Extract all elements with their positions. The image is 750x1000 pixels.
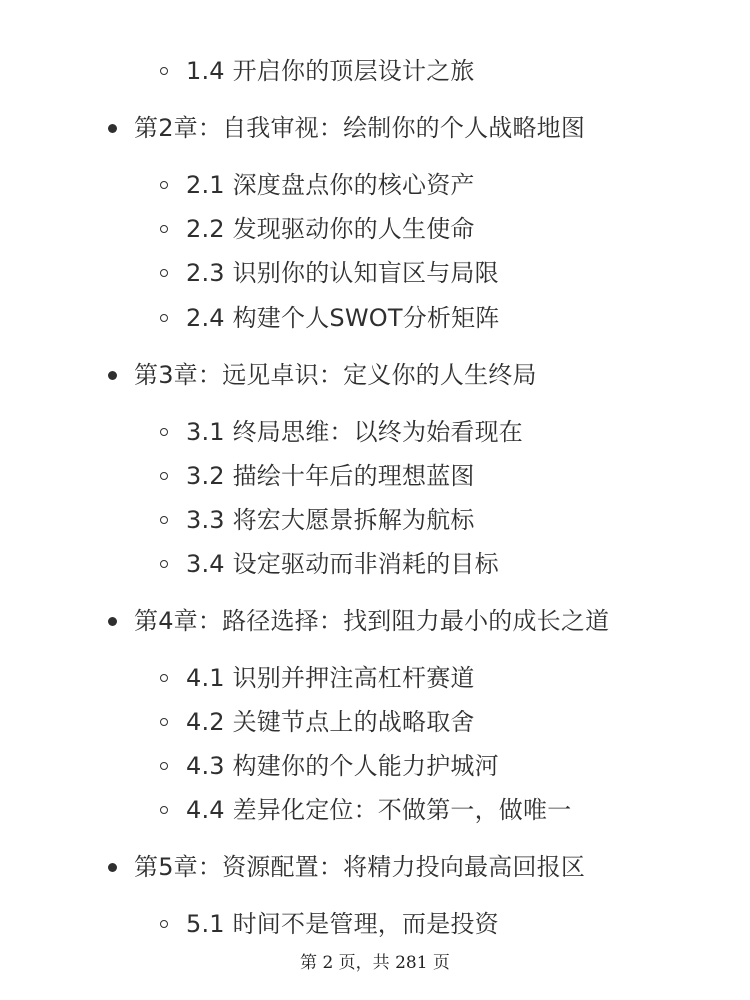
toc-chapter-4[interactable] xyxy=(108,601,609,641)
toc-item-label: 第4章：路径选择：找到阻力最小的成长之道 xyxy=(134,607,610,635)
hollow-bullet-icon xyxy=(160,472,168,480)
toc-section-4-2[interactable] xyxy=(160,702,475,742)
toc-section-3-1[interactable] xyxy=(160,412,523,452)
toc-section-3-4[interactable] xyxy=(160,544,499,584)
toc-item-label: 第3章：远见卓识：定义你的人生终局 xyxy=(134,361,537,389)
toc-item-label: 3.2 描绘十年后的理想蓝图 xyxy=(186,462,475,490)
filled-bullet-icon xyxy=(108,863,117,872)
filled-bullet-icon xyxy=(108,124,117,133)
filled-bullet-icon xyxy=(108,617,117,626)
hollow-bullet-icon xyxy=(160,718,168,726)
toc-item-label: 2.3 识别你的认知盲区与局限 xyxy=(186,259,499,287)
toc-chapter-2[interactable] xyxy=(108,108,585,148)
hollow-bullet-icon xyxy=(160,269,168,277)
toc-chapter-5[interactable] xyxy=(108,847,585,887)
toc-item-label: 3.4 设定驱动而非消耗的目标 xyxy=(186,550,499,578)
filled-bullet-icon xyxy=(108,371,117,380)
toc-section-2-2[interactable] xyxy=(160,209,475,249)
toc-item-label: 2.1 深度盘点你的核心资产 xyxy=(186,171,475,199)
hollow-bullet-icon xyxy=(160,428,168,436)
toc-section-2-4[interactable] xyxy=(160,298,500,338)
toc-item-label: 2.4 构建个人SWOT分析矩阵 xyxy=(186,304,500,332)
toc-item-label: 3.3 将宏大愿景拆解为航标 xyxy=(186,506,475,534)
toc-item-label: 3.1 终局思维：以终为始看现在 xyxy=(186,418,523,446)
toc-item-label: 2.2 发现驱动你的人生使命 xyxy=(186,215,475,243)
toc-item-label: 4.1 识别并押注高杠杆赛道 xyxy=(186,664,475,692)
toc-item-label: 第5章：资源配置：将精力投向最高回报区 xyxy=(134,853,586,881)
hollow-bullet-icon xyxy=(160,762,168,770)
toc-section-1-4[interactable] xyxy=(160,51,475,91)
toc-section-5-1[interactable] xyxy=(160,904,499,944)
toc-item-label: 4.3 构建你的个人能力护城河 xyxy=(186,752,499,780)
hollow-bullet-icon xyxy=(160,225,168,233)
hollow-bullet-icon xyxy=(160,920,168,928)
page-indicator: 第 2 页，共 281 页 xyxy=(300,953,450,973)
hollow-bullet-icon xyxy=(160,67,168,75)
toc-section-4-1[interactable] xyxy=(160,658,475,698)
toc-section-4-4[interactable] xyxy=(160,790,571,830)
hollow-bullet-icon xyxy=(160,806,168,814)
toc-section-2-3[interactable] xyxy=(160,253,499,293)
toc-item-label: 第2章：自我审视：绘制你的个人战略地图 xyxy=(134,114,586,142)
hollow-bullet-icon xyxy=(160,314,168,322)
toc-item-label: 5.1 时间不是管理，而是投资 xyxy=(186,910,499,938)
toc-item-label: 4.4 差异化定位：不做第一，做唯一 xyxy=(186,796,572,824)
toc-item-label: 4.2 关键节点上的战略取舍 xyxy=(186,708,475,736)
toc-section-3-3[interactable] xyxy=(160,500,475,540)
toc-chapter-3[interactable] xyxy=(108,355,537,395)
toc-item-label: 1.4 开启你的顶层设计之旅 xyxy=(186,57,475,85)
hollow-bullet-icon xyxy=(160,516,168,524)
toc-section-3-2[interactable] xyxy=(160,456,475,496)
hollow-bullet-icon xyxy=(160,674,168,682)
hollow-bullet-icon xyxy=(160,560,168,568)
hollow-bullet-icon xyxy=(160,181,168,189)
toc-section-2-1[interactable] xyxy=(160,165,475,205)
toc-section-4-3[interactable] xyxy=(160,746,499,786)
